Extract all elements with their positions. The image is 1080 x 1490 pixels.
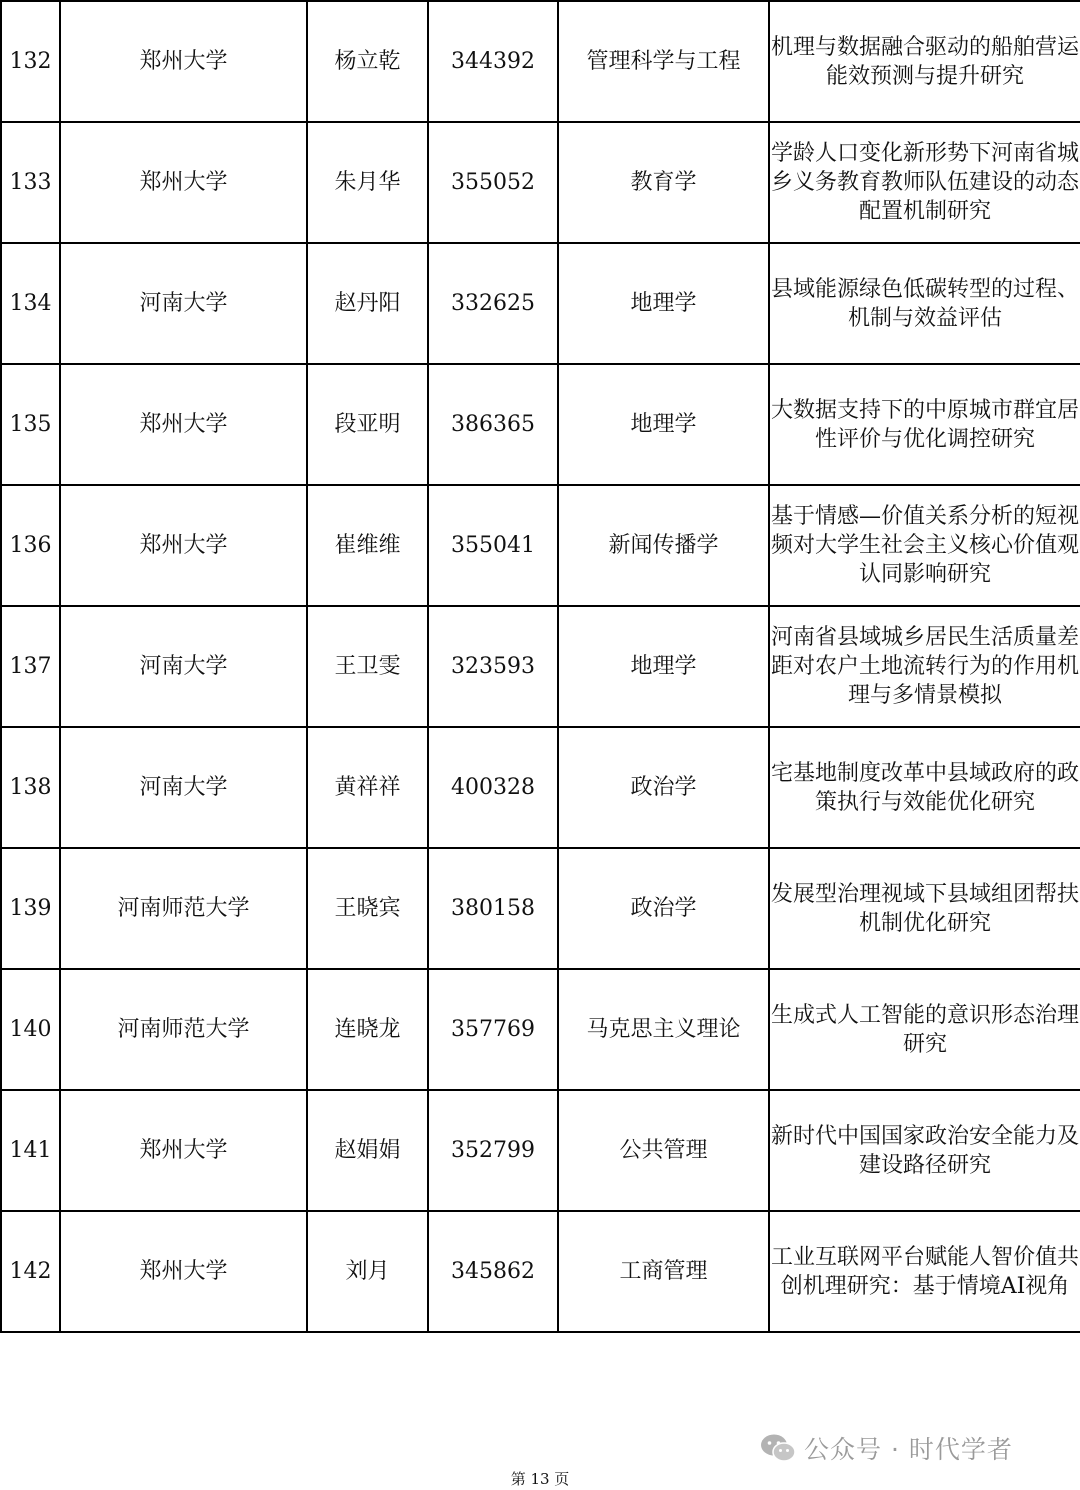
row-number: 138 <box>1 727 60 848</box>
code-cell: 345862 <box>428 1211 558 1332</box>
table-row <box>1 727 1080 848</box>
discipline-cell: 政治学 <box>558 727 769 848</box>
code-cell: 380158 <box>428 848 558 969</box>
name-cell: 王卫雯 <box>307 606 428 727</box>
project-title-cell: 新时代中国国家政治安全能力及建设路径研究 <box>769 1090 1080 1211</box>
table-row <box>1 848 1080 969</box>
row-number: 139 <box>1 848 60 969</box>
name-cell: 赵娟娟 <box>307 1090 428 1211</box>
row-number: 132 <box>1 1 60 122</box>
table-row <box>1 1 1080 122</box>
name-cell: 崔维维 <box>307 485 428 606</box>
row-number: 134 <box>1 243 60 364</box>
page-number: 第 13 页 <box>510 1470 570 1488</box>
table-row <box>1 1090 1080 1211</box>
table-row <box>1 243 1080 364</box>
discipline-cell: 新闻传播学 <box>558 485 769 606</box>
watermark-text: 公众号 · 时代学者 <box>804 1435 1013 1464</box>
row-number: 141 <box>1 1090 60 1211</box>
name-cell: 连晓龙 <box>307 969 428 1090</box>
project-title-cell: 发展型治理视域下县域组团帮扶机制优化研究 <box>769 848 1080 969</box>
code-cell: 386365 <box>428 364 558 485</box>
table-row <box>1 122 1080 243</box>
wechat-icon <box>760 1433 796 1463</box>
university-cell: 河南大学 <box>60 727 307 848</box>
watermark <box>760 1428 1013 1468</box>
table-row <box>1 364 1080 485</box>
row-number: 136 <box>1 485 60 606</box>
discipline-cell: 公共管理 <box>558 1090 769 1211</box>
code-cell: 355052 <box>428 122 558 243</box>
row-number: 135 <box>1 364 60 485</box>
discipline-cell: 管理科学与工程 <box>558 1 769 122</box>
discipline-cell: 马克思主义理论 <box>558 969 769 1090</box>
row-number: 137 <box>1 606 60 727</box>
name-cell: 刘月 <box>307 1211 428 1332</box>
university-cell: 郑州大学 <box>60 364 307 485</box>
discipline-cell: 地理学 <box>558 606 769 727</box>
university-cell: 河南师范大学 <box>60 969 307 1090</box>
project-title-cell: 宅基地制度改革中县域政府的政策执行与效能优化研究 <box>769 727 1080 848</box>
code-cell: 357769 <box>428 969 558 1090</box>
row-number: 133 <box>1 122 60 243</box>
discipline-cell: 地理学 <box>558 364 769 485</box>
discipline-cell: 政治学 <box>558 848 769 969</box>
project-title-cell: 生成式人工智能的意识形态治理研究 <box>769 969 1080 1090</box>
name-cell: 黄祥祥 <box>307 727 428 848</box>
project-title-cell: 大数据支持下的中原城市群宜居性评价与优化调控研究 <box>769 364 1080 485</box>
discipline-cell: 工商管理 <box>558 1211 769 1332</box>
project-title-cell: 河南省县域城乡居民生活质量差距对农户土地流转行为的作用机理与多情景模拟 <box>769 606 1080 727</box>
table-row <box>1 606 1080 727</box>
project-title-cell: 工业互联网平台赋能人智价值共创机理研究：基于情境AI视角 <box>769 1211 1080 1332</box>
table-row <box>1 485 1080 606</box>
name-cell: 段亚明 <box>307 364 428 485</box>
project-title-cell: 基于情感—价值关系分析的短视频对大学生社会主义核心价值观认同影响研究 <box>769 485 1080 606</box>
university-cell: 河南大学 <box>60 243 307 364</box>
table-row <box>1 969 1080 1090</box>
project-title-cell: 学龄人口变化新形势下河南省城乡义务教育教师队伍建设的动态配置机制研究 <box>769 122 1080 243</box>
university-cell: 郑州大学 <box>60 1090 307 1211</box>
university-cell: 郑州大学 <box>60 1211 307 1332</box>
project-title-cell: 机理与数据融合驱动的船舶营运能效预测与提升研究 <box>769 1 1080 122</box>
row-number: 142 <box>1 1211 60 1332</box>
code-cell: 355041 <box>428 485 558 606</box>
discipline-cell: 地理学 <box>558 243 769 364</box>
university-cell: 河南大学 <box>60 606 307 727</box>
discipline-cell: 教育学 <box>558 122 769 243</box>
table-row <box>1 1211 1080 1332</box>
code-cell: 323593 <box>428 606 558 727</box>
code-cell: 344392 <box>428 1 558 122</box>
university-cell: 郑州大学 <box>60 485 307 606</box>
name-cell: 赵丹阳 <box>307 243 428 364</box>
project-title-cell: 县域能源绿色低碳转型的过程、机制与效益评估 <box>769 243 1080 364</box>
name-cell: 杨立乾 <box>307 1 428 122</box>
university-cell: 河南师范大学 <box>60 848 307 969</box>
name-cell: 王晓宾 <box>307 848 428 969</box>
row-number: 140 <box>1 969 60 1090</box>
university-cell: 郑州大学 <box>60 1 307 122</box>
name-cell: 朱月华 <box>307 122 428 243</box>
code-cell: 332625 <box>428 243 558 364</box>
university-cell: 郑州大学 <box>60 122 307 243</box>
code-cell: 352799 <box>428 1090 558 1211</box>
code-cell: 400328 <box>428 727 558 848</box>
